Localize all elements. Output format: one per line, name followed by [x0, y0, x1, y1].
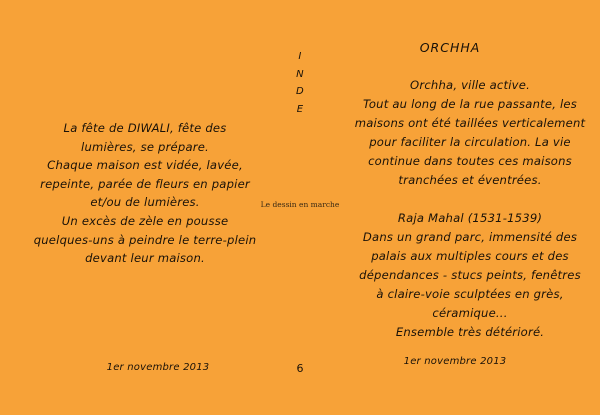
text-line: palais aux multiples cours et des — [371, 249, 569, 263]
vertical-letter: D — [296, 86, 304, 97]
vertical-letter: N — [296, 68, 304, 80]
text-line: repeinte, parée de fleurs en papier — [40, 176, 250, 191]
text-line: et/ou de lumières. — [90, 195, 200, 210]
text-line: tranchées et éventrées. — [398, 173, 542, 187]
text-line: à claire-voie sculptées en grès, — [376, 287, 564, 301]
page-title: ORCHHA — [419, 40, 481, 55]
orchha-paragraph — [350, 76, 590, 342]
text-line: La fête de DIWALI, fête des — [63, 121, 227, 135]
left-date: 1er novembre 2013 — [106, 362, 210, 373]
text-line: Chaque maison est vidée, lavée, — [47, 158, 243, 173]
text-line: continue dans toutes ces maisons — [368, 154, 572, 168]
text-line: devant leur maison. — [85, 251, 205, 266]
paragraph-gap — [350, 190, 590, 209]
text-line: Ensemble très détérioré. — [395, 325, 545, 339]
text-line: maisons ont été taillées verticalement — [354, 116, 586, 130]
text-line: lumières, se prépare. — [81, 139, 209, 154]
diwali-paragraph — [20, 119, 270, 268]
book-caption: Le dessin en marche — [260, 200, 340, 209]
text-line: céramique... — [432, 306, 508, 320]
text-line: dépendances - stucs peints, fenêtres — [359, 268, 581, 282]
page-number: 6 — [296, 362, 304, 375]
vertical-letter: E — [296, 103, 304, 115]
text-line: Dans un grand parc, immensité des — [362, 230, 578, 244]
text-line: quelques-uns à peindre le terre-plein — [33, 232, 257, 247]
text-line: pour faciliter la circulation. La vie — [369, 135, 571, 149]
right-date: 1er novembre 2013 — [403, 356, 507, 367]
vertical-letter: I — [298, 51, 302, 62]
section-heading: Raja Mahal (1531-1539) — [397, 211, 543, 225]
text-line: Orchha, ville active. — [410, 78, 530, 92]
text-line: Tout au long de la rue passante, les — [363, 97, 577, 111]
text-line: Un excès de zèle en pousse — [61, 213, 229, 228]
